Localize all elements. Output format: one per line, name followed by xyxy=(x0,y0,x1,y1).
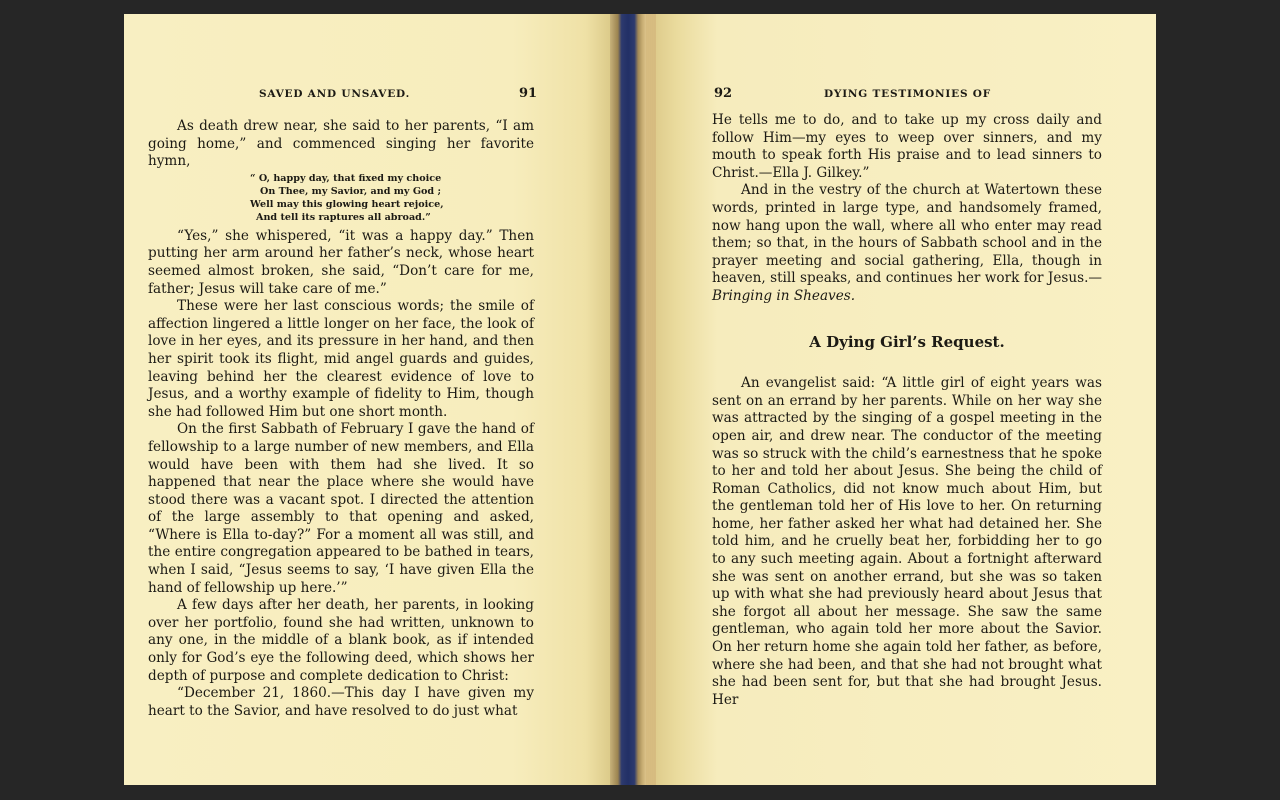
paragraph: On the first Sabbath of February I gave the hand of fellowship to a large number of new members, and Ella would have been with them had she lived. It so happened that near the place where she would have stood there was a vacant spot. I directed the attention of the large assembly to that opening and asked, “Where is Ella to-day?” For a moment all was still, and the entire congregation appeared to be bathed in tears, when I said, “Jesus seems to say, ‘I have given Ella the hand of fellowship up here.’” xyxy=(148,421,534,596)
left-page xyxy=(124,14,610,785)
paragraph: He tells me to do, and to take up my cross daily and follow Him—my eyes to weep over sinners, and my mouth to speak forth His praise and to lead sinners to Christ.—Ella J. Gilkey.” xyxy=(712,112,1102,181)
hymn-verse xyxy=(148,172,534,224)
book-gutter xyxy=(610,14,646,785)
paragraph: A few days after her death, her parents, in looking over her portfolio, found she had written, unknown to any one, in the middle of a blank book, as if intended only for God’s eye the following deed, which shows her depth of purpose and complete dedication to Christ: xyxy=(148,597,534,684)
running-head: SAVED AND UNSAVED. xyxy=(259,88,411,100)
page-number: 91 xyxy=(519,86,538,101)
page-edges xyxy=(646,14,656,785)
running-head: DYING TESTIMONIES OF xyxy=(824,88,991,100)
open-book xyxy=(124,14,1156,785)
verse-line: “ O, happy day, that fixed my choice xyxy=(250,172,442,184)
page-body xyxy=(712,112,1102,709)
paragraph-text: And in the vestry of the church at Watertown these words, printed in large type, and handsomely framed, now hang upon the wall, where all who enter may read them; so that, in the hours of Sabbath school and in the prayer meeting and social gathering, Ella, though in heaven, still speaks, and continues her work for Jesus.— xyxy=(712,182,1102,287)
verse-line: On Thee, my Savior, and my God ; xyxy=(260,185,442,197)
paragraph: As death drew near, she said to her parents, “I am going home,” and commenced singing her favorite hymn, xyxy=(148,118,534,170)
paragraph: An evangelist said: “A little girl of eight years was sent on an errand by her parents. While on her way she was attracted by the singing of a gospel meeting in the open air, and drew near. The conductor of the meeting was so struck with the child’s earnestness that he spoke to her and told her about Jesus. She being the child of Roman Catholics, did not know much about Him, but the gentleman told her of His love to her. On returning home, her father asked her what had detained her. She told him, and he cruelly beat her, forbidding her to go to any such meeting again. About a fortnight afterward she was sent on another errand, but she was so taken up with what she had previously heard about Jesus that she forgot all about her message. She saw the same gentleman, who again told her more about the Savior. On her return home she again told her father, as before, where she had been, and that she had not brought what she had been sent for, but that she had brought Jesus. Her xyxy=(712,375,1102,708)
paragraph: These were her last conscious words; the smile of affection lingered a little longer on her face, the look of love in her eyes, and its pressure in her hand, and then her spirit took its flight, mid angel guards and guides, leaving behind her the clearest evidence of love to Jesus, and a worthy example of fidelity to Him, though she had followed Him but one short month. xyxy=(148,298,534,420)
paragraph: “December 21, 1860.—This day I have given my heart to the Savior, and have resolved to do just what xyxy=(148,685,534,719)
verse-line: Well may this glowing heart rejoice, xyxy=(250,198,444,210)
right-page xyxy=(646,14,1156,785)
paragraph xyxy=(712,182,1102,305)
source-citation: Bringing in Sheaves. xyxy=(712,287,856,304)
page-number: 92 xyxy=(714,86,733,101)
verse-line: And tell its raptures all abroad.” xyxy=(256,211,431,223)
page-body xyxy=(148,118,534,720)
paragraph: “Yes,” she whispered, “it was a happy day.” Then putting her arm around her father’s neck, whose heart seemed almost broken, she said, “Don’t care for me, father; Jesus will take care of me.” xyxy=(148,227,534,297)
section-title: A Dying Girl’s Request. xyxy=(809,332,1005,351)
